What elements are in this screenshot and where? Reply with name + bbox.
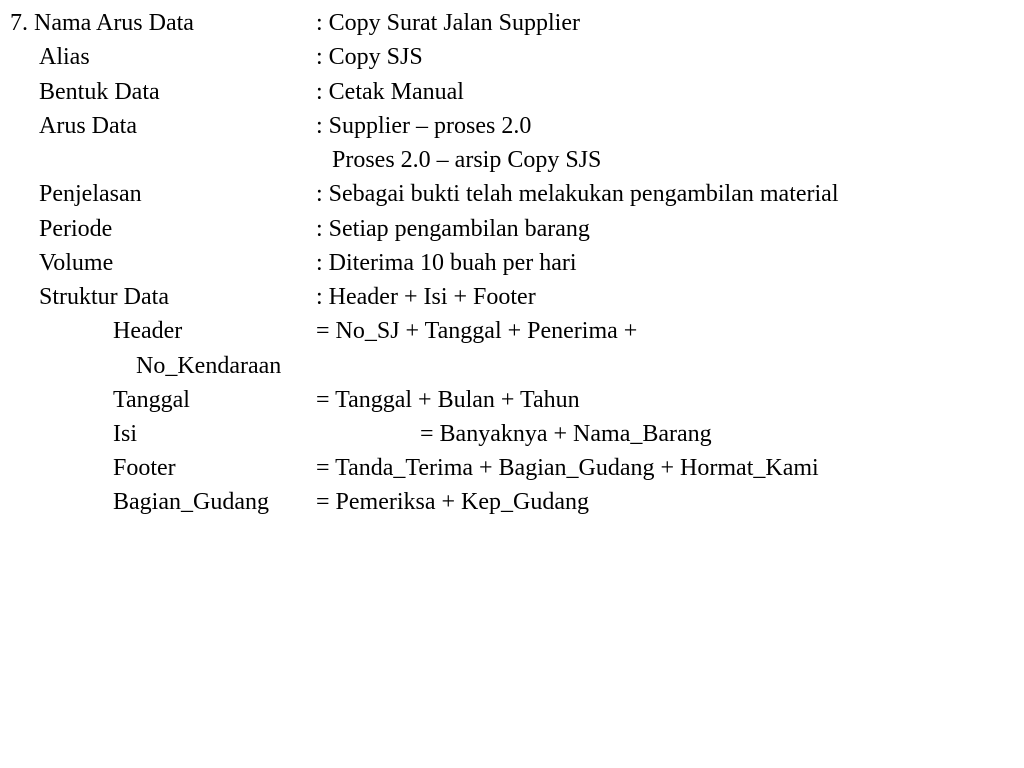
bagian-gudang-definition: = Pemeriksa + Kep_Gudang (316, 489, 590, 515)
header-definition-continued: No_Kendaraan (136, 353, 282, 379)
alias-label: Alias (39, 44, 90, 70)
arus-data-label: Arus Data (39, 113, 137, 139)
bagian-gudang-label: Bagian_Gudang (113, 489, 269, 515)
volume-label: Volume (39, 250, 114, 276)
volume-value: : Diterima 10 buah per hari (316, 250, 577, 276)
isi-label: Isi (113, 421, 137, 447)
periode-value: : Setiap pengambilan barang (316, 216, 590, 242)
struktur-data-value: : Header + Isi + Footer (316, 284, 536, 310)
alias-value: : Copy SJS (316, 44, 423, 70)
penjelasan-value: : Sebagai bukti telah melakukan pengambilan material (316, 181, 839, 207)
tanggal-label: Tanggal (113, 387, 190, 413)
arus-data-value-line1: : Supplier – proses 2.0 (316, 113, 532, 139)
footer-label: Footer (113, 455, 176, 481)
entry-title-label: 7. Nama Arus Data (10, 10, 194, 36)
header-definition: = No_SJ + Tanggal + Penerima + (316, 318, 638, 344)
nama-arus-data-value: : Copy Surat Jalan Supplier (316, 10, 580, 36)
tanggal-definition: = Tanggal + Bulan + Tahun (316, 387, 580, 413)
isi-definition: = Banyaknya + Nama_Barang (420, 421, 712, 447)
bentuk-data-value: : Cetak Manual (316, 79, 464, 105)
bentuk-data-label: Bentuk Data (39, 79, 160, 105)
arus-data-value-line2: Proses 2.0 – arsip Copy SJS (332, 147, 602, 173)
header-label: Header (113, 318, 183, 344)
struktur-data-label: Struktur Data (39, 284, 169, 310)
footer-definition: = Tanda_Terima + Bagian_Gudang + Hormat_Kami (316, 455, 819, 481)
periode-label: Periode (39, 216, 113, 242)
penjelasan-label: Penjelasan (39, 181, 142, 207)
